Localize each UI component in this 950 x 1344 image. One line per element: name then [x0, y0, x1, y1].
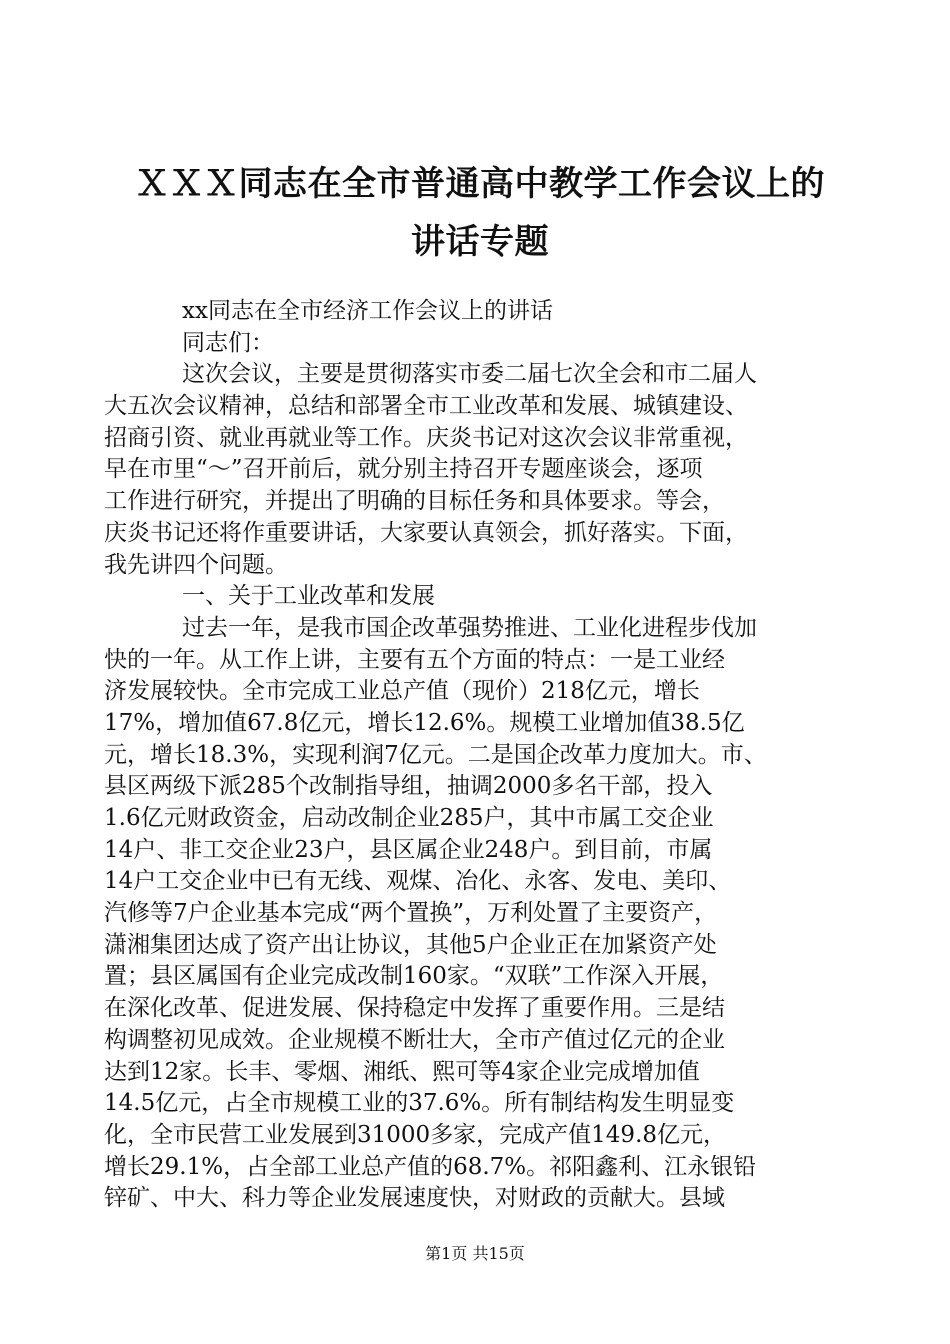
body-line: 锌矿、中大、科力等企业发展速度快，对财政的贡献大。县域 — [104, 1185, 725, 1212]
body-line: 置；县区属国有企业完成改制160家。“双联”工作深入开展， — [104, 963, 724, 990]
document-title-line-1: ＸＸＸ同志在全市普通高中教学工作会议上的 — [135, 164, 825, 204]
body-line: 汽修等7户企业基本完成“两个置换”，万利处置了主要资产， — [104, 900, 718, 927]
body-line: 在深化改革、促进发展、保持稳定中发挥了重要作用。三是结 — [104, 995, 725, 1022]
body-line: 增长29.1%，占全部工业总产值的68.7%。祁阳鑫利、江永银铅 — [104, 1153, 757, 1180]
body-line: 14户工交企业中已有无线、观煤、冶化、永客、发电、美印、 — [104, 868, 732, 895]
body-line: 庆炎书记还将作重要讲话，大家要认真领会，抓好落实。下面， — [104, 519, 748, 546]
body-line: 一、关于工业改革和发展 — [182, 583, 435, 610]
document-title-line-2: 讲话专题 — [411, 222, 549, 262]
body-line: 快的一年。从工作上讲，主要有五个方面的特点：一是工业经 — [104, 646, 725, 673]
body-line: 1.6亿元财政资金，启动改制企业285户，其中市属工交企业 — [104, 805, 714, 831]
body-line: 招商引资、就业再就业等工作。庆炎书记对这次会议非常重视， — [104, 424, 748, 451]
body-line: 早在市里“～”召开前后，就分别主持召开专题座谈会，逐项 — [104, 456, 703, 483]
page-footer: 第1页 共15页 — [425, 1244, 525, 1263]
body-line: 济发展较快。全市完成工业总产值（现价）218亿元，增长 — [104, 678, 700, 705]
body-line: 同志们： — [182, 329, 274, 356]
body-line: 工作进行研究，并提出了明确的目标任务和具体要求。等会， — [104, 488, 725, 515]
body-line: 14.5亿元，占全市规模工业的37.6%。所有制结构发生明显变 — [104, 1090, 735, 1117]
body-line: 14户、非工交企业23户，县区属企业248户。到目前，市属 — [104, 836, 713, 863]
body-line: 化，全市民营工业发展到31000多家，完成产值149.8亿元， — [104, 1121, 727, 1148]
body-line: 过去一年，是我市国企改革强势推进、工业化进程步伐加 — [182, 614, 757, 641]
body-line: 我先讲四个问题。 — [104, 551, 288, 578]
body-line: 元，增长18.3%，实现利润7亿元。二是国企改革力度加大。市、 — [104, 741, 767, 768]
body-line: 构调整初见成效。企业规模不断壮大，全市产值过亿元的企业 — [104, 1026, 725, 1053]
body-line: 大五次会议精神，总结和部署全市工业改革和发展、城镇建设、 — [104, 393, 748, 420]
body-line: 达到12家。长丰、零烟、湘纸、熙可等4家企业完成增加值 — [104, 1058, 700, 1085]
body-line: 这次会议，主要是贯彻落实市委二届七次全会和市二届人 — [182, 361, 757, 388]
document-body — [104, 296, 844, 1215]
body-line: xx同志在全市经济工作会议上的讲话 — [182, 298, 553, 324]
body-line: 17%，增加值67.8亿元，增长12.6%。规模工业增加值38.5亿 — [104, 709, 745, 736]
body-line: 县区两级下派285个改制指导组，抽调2000多名干部，投入 — [104, 773, 713, 800]
body-line: 潇湘集团达成了资产出让协议，其他5户企业正在加紧资产处 — [104, 931, 717, 958]
